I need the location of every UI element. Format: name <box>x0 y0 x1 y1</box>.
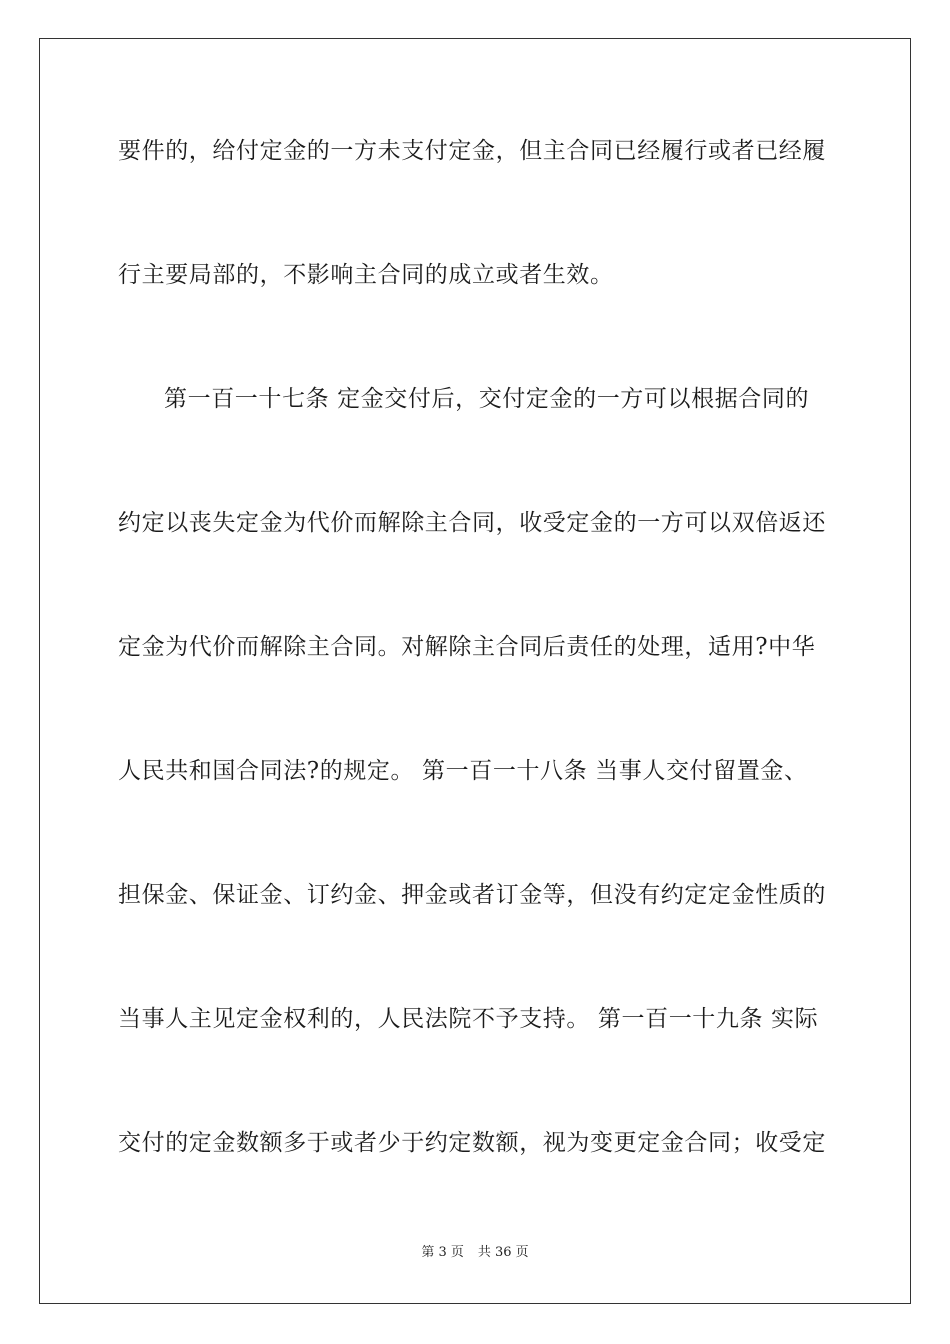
text-line: 要件的，给付定金的一方未支付定金，但主合同已经履行或者已经履 <box>118 138 826 164</box>
text-line: 人民共和国合同法?的规定。 第一百一十八条 当事人交付留置金、 <box>118 758 808 784</box>
text-line: 当事人主见定金权利的，人民法院不予支持。 第一百一十九条 实际 <box>118 1006 819 1032</box>
page-border <box>39 38 911 1304</box>
text-line: 约定以丧失定金为代价而解除主合同，收受定金的一方可以双倍返还 <box>118 510 826 536</box>
text-line: 第一百一十七条 定金交付后，交付定金的一方可以根据合同的 <box>164 386 810 412</box>
text-line: 行主要局部的，不影响主合同的成立或者生效。 <box>118 262 614 288</box>
text-line: 定金为代价而解除主合同。对解除主合同后责任的处理，适用?中华 <box>118 634 816 660</box>
page-number: 第 3 页 <box>421 1245 464 1260</box>
page-total: 共 36 页 <box>477 1245 529 1260</box>
text-line: 担保金、保证金、订约金、押金或者订金等，但没有约定定金性质的 <box>118 882 826 908</box>
text-line: 交付的定金数额多于或者少于约定数额，视为变更定金合同；收受定 <box>118 1130 826 1156</box>
page-footer <box>0 1244 950 1262</box>
